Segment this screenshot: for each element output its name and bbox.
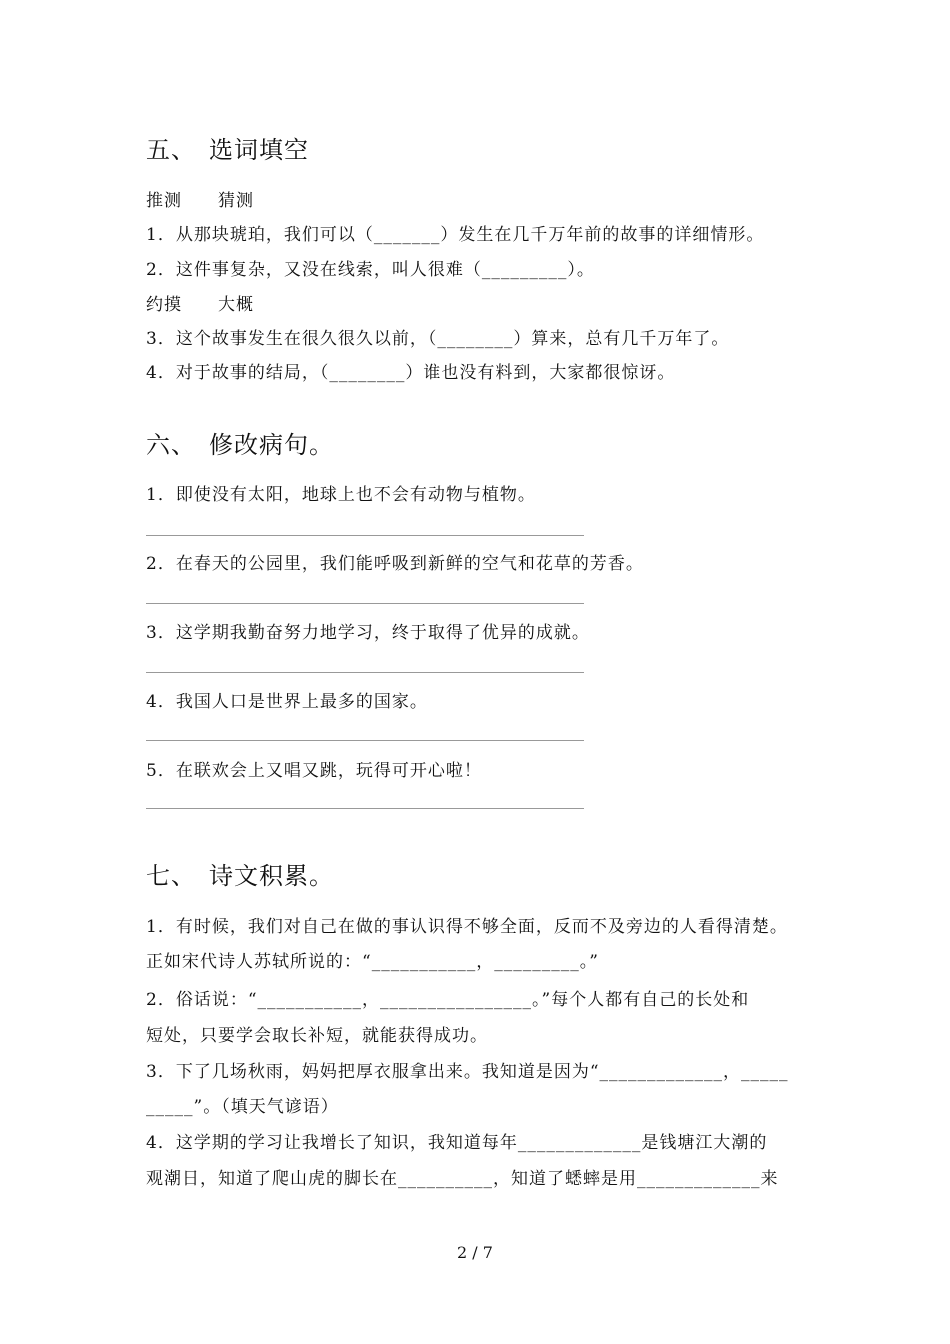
word-choice-group-2: 约摸 大概 bbox=[146, 295, 254, 315]
sentence-item: 4．我国人口是世界上最多的国家。 bbox=[146, 692, 428, 712]
question-3: 3．这个故事发生在很久很久以前，（________）算来，总有几千万年了。 bbox=[146, 329, 730, 349]
word-choice-group-1: 推测 猜测 bbox=[146, 191, 254, 211]
answer-line bbox=[146, 535, 584, 536]
poem-line: 2．俗话说：“___________，________________。”每个人都有自己的长处和 bbox=[146, 990, 750, 1010]
section-5-title: 五、 选词填空 bbox=[146, 136, 309, 164]
answer-line bbox=[146, 603, 584, 604]
poem-line: 正如宋代诗人苏轼所说的：“___________，_________。” bbox=[146, 952, 599, 972]
answer-line bbox=[146, 672, 584, 673]
page-number: 2 / 7 bbox=[457, 1243, 493, 1262]
poem-line: _____”。（填天气谚语） bbox=[146, 1097, 339, 1117]
sentence-item: 5．在联欢会上又唱又跳，玩得可开心啦！ bbox=[146, 761, 482, 781]
section-7-title: 七、 诗文积累。 bbox=[146, 862, 334, 890]
question-4: 4．对于故事的结局，（________）谁也没有料到，大家都很惊讶。 bbox=[146, 363, 676, 383]
poem-line: 1．有时候，我们对自己在做的事认识得不够全面，反而不及旁边的人看得清楚。 bbox=[146, 917, 788, 937]
poem-line: 短处，只要学会取长补短，就能获得成功。 bbox=[146, 1026, 488, 1046]
answer-line bbox=[146, 808, 584, 809]
sentence-item: 3．这学期我勤奋努力地学习，终于取得了优异的成就。 bbox=[146, 623, 590, 643]
question-2: 2．这件事复杂，又没在线索，叫人很难（_________）。 bbox=[146, 260, 595, 280]
poem-line: 4．这学期的学习让我增长了知识，我知道每年_____________是钱塘江大潮的 bbox=[146, 1133, 768, 1153]
question-1: 1．从那块琥珀，我们可以（_______）发生在几千万年前的故事的详细情形。 bbox=[146, 225, 765, 245]
section-6-title: 六、 修改病句。 bbox=[146, 431, 334, 459]
sentence-item: 1．即使没有太阳，地球上也不会有动物与植物。 bbox=[146, 485, 536, 505]
poem-line: 观潮日，知道了爬山虎的脚长在__________，知道了蟋蟀是用_____________来 bbox=[146, 1169, 779, 1189]
sentence-item: 2．在春天的公园里，我们能呼吸到新鲜的空气和花草的芳香。 bbox=[146, 554, 644, 574]
answer-line bbox=[146, 740, 584, 741]
poem-line: 3．下了几场秋雨，妈妈把厚衣服拿出来。我知道是因为“_____________，_____ bbox=[146, 1062, 789, 1082]
